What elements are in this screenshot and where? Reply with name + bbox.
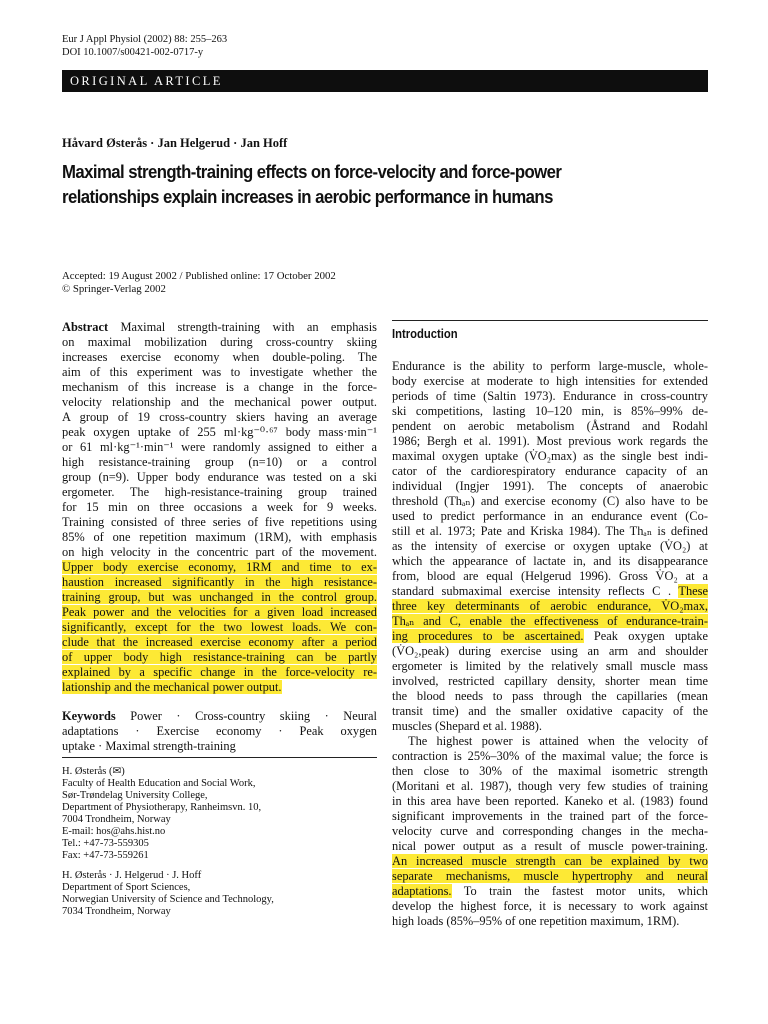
contact-line: Norwegian University of Science and Technology,: [62, 894, 274, 905]
intro-line: which the appearance of lactate in, and its disappearance: [392, 554, 708, 568]
intro-line: transit time) and the smaller oxidative capacity of the: [392, 704, 708, 718]
intro-line: involved, restricted capillary density, shorter mean time: [392, 674, 708, 688]
abstract-line: peak oxygen uptake of 255 ml·kg⁻⁰·⁶⁷ body mass·min⁻¹: [62, 425, 377, 439]
journal-citation: [62, 33, 227, 59]
abstract-line: velocity relationship and the mechanical power output.: [62, 395, 377, 409]
intro-line: body exercise at moderate to high intensities for extended: [392, 374, 708, 388]
abstract-line-highlighted: [62, 575, 377, 590]
intro-line: as the intensity of exercise or oxygen uptake (V̇O₂) at: [392, 539, 708, 553]
title-line: relationships explain increases in aerobic performance in humans: [62, 187, 553, 207]
abstract-line: Training consisted of three series of five repetitions using: [62, 515, 377, 529]
abstract-line-highlighted: [62, 680, 377, 695]
abstract-line: on high velocity in the concentric part of the movement.: [62, 545, 377, 559]
highlight: significantly, except for the two lowest loads. We con-: [62, 620, 377, 634]
copyright-line: © Springer-Verlag 2002: [62, 283, 166, 295]
intro-line: develop the highest force, it is necessary to work against: [392, 899, 708, 913]
intro-line: the blood needs to pass through the capillaries (mean: [392, 689, 708, 703]
intro-line: (Moritani et al. 1987), though very few studies of training: [392, 779, 708, 793]
author-list: Håvard Østerås · Jan Helgerud · Jan Hoff: [62, 136, 288, 150]
intro-line-highlighted: [392, 854, 708, 869]
intro-line: The highest power is attained when the velocity of: [408, 734, 708, 748]
author-contact: [62, 766, 377, 918]
highlight: lationship and the mechanical power output.: [62, 680, 282, 694]
left-column: [62, 320, 377, 754]
keywords-label: Keywords: [62, 709, 116, 723]
highlight: An increased muscle strength can be explained by two: [392, 854, 708, 868]
highlight: three key determinants of aerobic endurance, V̇O₂max,: [392, 599, 708, 613]
keywords-line: adaptations · Exercise economy · Peak oxygen: [62, 724, 377, 738]
keywords-line: uptake · Maximal strength-training: [62, 739, 236, 753]
abstract-line: high resistance-training group (n=10) or a control: [62, 455, 377, 469]
intro-line: [392, 584, 708, 599]
intro-line: high loads (85%–95% of one repetition maximum, 1RM).: [392, 914, 680, 928]
abstract-line: on maximal mobilization during cross-country skiing: [62, 335, 377, 349]
intro-line: contraction is 25%–30% of the maximal value; the force is: [392, 749, 708, 763]
contact-line: Faculty of Health Education and Social Work,: [62, 778, 256, 789]
highlight: of upper body high resistance-training can be partly: [62, 650, 377, 664]
intro-line: ergometer is limited by the relatively small muscle mass: [392, 659, 708, 673]
intro-text: Peak oxygen uptake: [593, 629, 708, 643]
introduction-body: [392, 359, 708, 929]
highlight: Thₐₙ and C, enable the effectiveness of endurance-train-: [392, 614, 708, 628]
contact-line: Department of Physiotherapy, Ranheimsvn. 10,: [62, 802, 262, 813]
intro-line: maximal oxygen uptake (V̇O₂max) as the single best indi-: [392, 449, 708, 463]
introduction-paragraph: [392, 734, 708, 929]
intro-line: threshold (Thₐₙ) and exercise economy (C) also have to be: [392, 494, 708, 508]
highlight: training group, but was unchanged in the control group.: [62, 590, 377, 604]
intro-line: cator of the cardiorespiratory endurance capacity of an: [392, 464, 708, 478]
abstract-line-highlighted: [62, 560, 377, 575]
intro-line: nical power output as a result of muscle power-training.: [392, 839, 708, 853]
intro-line: 1986; Bergh et al. 1991). Most previous work regards the: [392, 434, 708, 448]
intro-line-highlighted: [392, 614, 708, 629]
article-type-bar: ORIGINAL ARTICLE: [62, 70, 708, 92]
highlight: explained by a specific change in the force-velocity re-: [62, 665, 377, 679]
highlight: separate mechanisms, muscle hypertrophy and neural: [392, 869, 708, 883]
contact-line: H. Østerås (✉): [62, 766, 125, 777]
publication-dates: [62, 270, 336, 296]
abstract-text: Maximal strength-training with an emphasis: [120, 320, 378, 334]
intro-line: Endurance is the ability to perform large-muscle, whole-: [392, 359, 708, 373]
abstract-line: aim of this experiment was to investigate whether the: [62, 365, 377, 379]
footnote-divider: [62, 757, 377, 758]
contact-line: H. Østerås · J. Helgerud · J. Hoff: [62, 870, 202, 881]
abstract-line-highlighted: [62, 635, 377, 650]
keywords-text: Power · Cross-country skiing · Neural: [130, 709, 377, 723]
intro-line: in this area have been reported. Kaneko et al. (1983) found: [392, 794, 708, 808]
journal-line: Eur J Appl Physiol (2002) 88: 255–263: [62, 34, 228, 45]
highlight: These: [678, 584, 709, 598]
intro-line: [392, 629, 708, 644]
intro-text: To train the fastest motor units, which: [463, 884, 709, 898]
abstract-line-highlighted: [62, 665, 377, 680]
abstract-label: Abstract: [62, 320, 109, 334]
contact-line: Fax: +47-73-559261: [62, 850, 149, 861]
abstract: [62, 320, 377, 695]
article-title: [62, 160, 663, 210]
highlight: ing procedures to be ascertained.: [392, 629, 584, 643]
intro-line: from, blood are equal (Helgerud 1996). Gross V̇O₂ at a: [392, 569, 708, 583]
highlight: haustion increased significantly in the high resistance-: [62, 575, 377, 589]
dates-line: Accepted: 19 August 2002 / Published online: 17 October 2002: [62, 270, 336, 282]
intro-line: then close to 30% of the maximal isometric strength: [392, 764, 708, 778]
section-divider: [392, 320, 708, 321]
abstract-line-highlighted: [62, 605, 377, 620]
intro-line: velocity curve and corresponding changes in the mecha-: [392, 824, 708, 838]
contact-line: Tel.: +47-73-559305: [62, 838, 149, 849]
highlight: clude that the increased exercise economy after a period: [62, 635, 377, 649]
contact-line: Sør-Trøndelag University College,: [62, 790, 208, 801]
intro-line: still et al. 1973; Pate and Kriska 1984). The Thₐₙ is defined: [392, 524, 708, 538]
intro-line: periods of time (Saltin 1973). Endurance in cross-country: [392, 389, 708, 403]
intro-line: used to predict performance in an endurance event (Co-: [392, 509, 708, 523]
abstract-line: ergometer. The high-resistance-training group trained: [62, 485, 377, 499]
highlight: Peak power and the velocities for a given load increased: [62, 605, 377, 619]
abstract-line: for 15 min on three occasions a week for 9 weeks.: [62, 500, 377, 514]
doi-line: DOI 10.1007/s00421-002-0717-y: [62, 47, 204, 58]
contact-line: 7034 Trondheim, Norway: [62, 906, 171, 917]
highlight: Upper body exercise economy, 1RM and time to ex-: [62, 560, 377, 574]
intro-line: muscles (Shepard et al. 1988).: [392, 719, 543, 733]
abstract-line: mechanism of this increase is a change in the force-: [62, 380, 377, 394]
contact-line: 7004 Trondheim, Norway: [62, 814, 171, 825]
abstract-line: [62, 320, 377, 335]
contact-line: Department of Sport Sciences,: [62, 882, 191, 893]
title-line: Maximal strength-training effects on force-velocity and force-power: [62, 162, 562, 182]
contact-email[interactable]: E-mail: hos@ahs.hist.no: [62, 826, 166, 837]
intro-line: significant improvements in the trained part of the force-: [392, 809, 708, 823]
intro-line: ski competitions, lasting 10–120 min, is 85%–99% de-: [392, 404, 708, 418]
highlight: adaptations.: [392, 884, 452, 898]
abstract-line: increases exercise economy when double-poling. The: [62, 350, 377, 364]
introduction-paragraph: [392, 359, 708, 734]
intro-line: individual (Ingjer 1991). The concepts of anaerobic: [392, 479, 708, 493]
abstract-line: group (n=9). Upper body endurance was tested on a ski: [62, 470, 377, 484]
keywords-line: [62, 709, 377, 724]
intro-line: [392, 884, 708, 899]
section-heading-introduction: Introduction: [392, 327, 458, 341]
abstract-line: 85% of one repetition maximum (1RM), with emphasis: [62, 530, 377, 544]
abstract-line-highlighted: [62, 590, 377, 605]
intro-text: standard submaximal exercise intensity reflects C .: [392, 584, 672, 598]
abstract-line: A group of 19 cross-country skiers having an average: [62, 410, 377, 424]
abstract-line-highlighted: [62, 650, 377, 665]
intro-line: pendent on aerobic metabolism (Åstrand and Rodahl: [392, 419, 708, 433]
intro-line: (V̇O₂,peak) during exercise using an arm and shoulder: [392, 644, 708, 658]
abstract-line: or 61 ml·kg⁻¹·min⁻¹ were randomly assigned to either a: [62, 440, 377, 454]
abstract-line-highlighted: [62, 620, 377, 635]
keywords: [62, 709, 377, 754]
intro-line-highlighted: [392, 599, 708, 614]
intro-line-highlighted: [392, 869, 708, 884]
